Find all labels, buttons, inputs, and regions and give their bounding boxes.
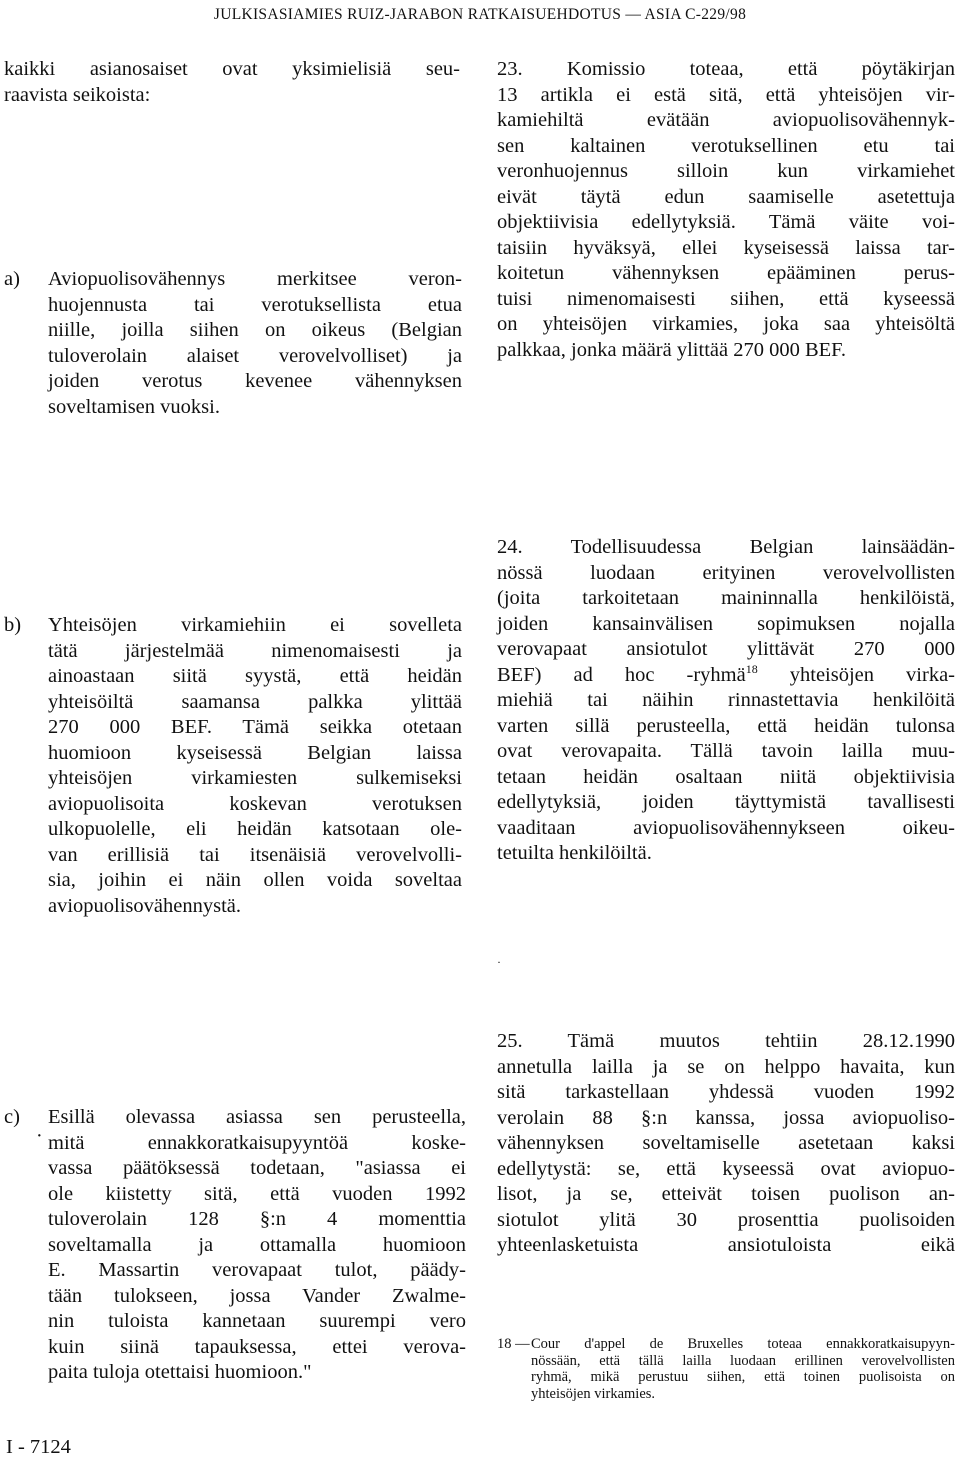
footnote-line: nössään, että tällä lailla luodaan erillinen verovelvollisten [531,1352,955,1369]
text-line: veronhuojennus silloin kun virkamiehet [497,160,955,182]
paragraph-number: 23. [497,58,523,80]
text-line: verovapaat ansiotulot ylittävät 270 000 [497,638,955,660]
list-marker: c) [4,1106,20,1128]
text-line: aviopuolisovähennystä. [48,894,242,917]
text-line: vaaditaan aviopuolisovähennykseen oikeu- [497,816,955,839]
text-line: kaikki asianosaiset ovat yksimielisiä seu- [4,58,460,80]
text-line: van erillisiä tai itsenäisiä verovelvolli- [48,843,462,866]
text-line: tään tulokseen, jossa Vander Zwalme- [48,1284,466,1307]
text-line: tetuilta henkilöiltä. [497,842,652,864]
text-line: yhteenlasketuista ansiotuloista eikä [497,1234,955,1256]
stray-mark: · [36,1125,43,1147]
list-item-b [4,613,462,943]
text-line: huojennusta tai verotuksellista etua [48,293,462,316]
text-line: sen kaltainen verotuksellinen etu tai [497,134,955,157]
text-line: aviopuolisoita koskevan verotuksen [48,792,462,815]
text-line: palkkaa, jonka määrä ylittää 270 000 BEF. [497,338,847,361]
text-line: Yhteisöjen virkamiehiin ei sovelleta [48,614,462,636]
text-line: yhteisöjen virka- [757,663,955,686]
text-line: on yhteisöjen virkamies, joka saa yhteisöltä [497,313,955,335]
text-line: kuin siinä tapauksessa, ettei verova- [48,1335,466,1358]
text-line: tuisi nimenomaisesti siihen, että kyseessä [497,287,955,310]
text-line: tuloverolain 128 §:n 4 momenttia [48,1208,466,1230]
text-line: vassa päätöksessä todetaan, "asiassa ei [48,1157,466,1179]
footnote-number: 18 — [497,1336,530,1352]
text-line: yhteisöiltä saamansa palkka ylittää [48,690,462,713]
text-line: ainoastaan siitä syystä, että heidän [48,665,462,687]
text-line: nössä luodaan erityinen verovelvollisten [497,561,955,584]
text-line: E. Massartin verovapaat tulot, päädy- [48,1259,466,1281]
text-line: paita tuloja otettaisi huomioon." [48,1361,312,1383]
paragraph-25 [497,1029,955,1259]
paragraph-number: 24. [497,536,523,558]
text-line: tätä järjestelmää nimenomaisesti ja [48,639,462,662]
text-line: (joita tarkoitetaan maininnalla henkilöistä, [497,587,955,609]
paragraph-23 [497,57,955,363]
text-line: miehiä tai näihin rinnastettavia henkilöitä [497,689,955,711]
footnote-line: ryhmä, mikä perustuu siihen, että toinen puolisoista on [531,1369,955,1385]
text-line: varten sillä perusteella, että heidän tulonsa [497,714,955,737]
list-marker: b) [4,614,22,636]
text-line: soveltamisen vuoksi. [48,395,220,418]
text-line: eivät täytä edun saamiselle asetettuja [497,185,955,208]
text-line: edellytystä: se, että kyseessä ovat aviopuo- [497,1157,955,1180]
text-line: kamiehiltä evätään aviopuolisovähennyk- [497,109,955,131]
text-line: niille, joilla siihen on oikeus (Belgian [48,319,462,341]
text-line: joiden verotus kevenee vähennyksen [48,370,462,392]
stray-mark: · [497,955,501,969]
text-line: tuloverolain alaiset verovelvolliset) ja [48,344,462,367]
text-line: vähennyksen soveltamiselle asetetaan kaksi [497,1132,955,1154]
page-number: I - 7124 [6,1436,71,1458]
text-line: taisiin hyväksyä, ellei kyseisessä laissa tar- [497,236,955,259]
text-line: yhteisöjen virkamiesten sulkemiseksi [48,767,462,789]
text-line: raavista seikoista: [4,83,151,106]
text-line: lisot, ja se, etteivät toisen puolison an- [497,1183,955,1205]
text-line: Todellisuudessa Belgian lainsäädän- [522,536,955,558]
text-line: 13 artikla ei estä sitä, että yhteisöjen vir- [497,83,955,106]
list-item-c [4,1105,466,1415]
text-line: tetaan heidän osaltaan niitä objektiivisia [497,765,955,788]
text-line: huomioon kyseisessä Belgian laissa [48,741,462,764]
list-item-a [4,267,462,447]
text-line: objektiivisia edellytyksiä. Tämä väite voi- [497,211,955,233]
text-line: annetulla lailla ja se on helppo havaita, kun [497,1055,955,1078]
text-line: ovat verovapaita. Tällä tavoin lailla muu- [497,740,955,762]
text-line: ole kiistetty sitä, että vuoden 1992 [48,1182,466,1205]
paragraph-number: 25. [497,1030,523,1052]
text-line: Esillä olevassa asiassa sen perusteella, [48,1106,466,1128]
footnote-reference[interactable]: 18 [745,661,758,676]
paragraph-24 [497,535,955,867]
text-line: Tämä muutos tehtiin 28.12.1990 [522,1030,955,1052]
intro-paragraph [4,57,460,108]
text-line: nin tuloista kannetaan suurempi vero [48,1310,466,1332]
text-line: soveltamalla ja ottamalla huomioon [48,1233,466,1256]
text-line: siotulot ylitä 30 prosenttia puolisoiden [497,1208,955,1231]
footnote-line: yhteisöjen virkamies. [531,1385,656,1402]
text-line: koitetun vähennyksen epääminen perus- [497,262,955,284]
text-line: joiden kansainvälisen sopimuksen nojalla [497,612,955,635]
running-header: JULKISASIAMIES RUIZ-JARABON RATKAISUEHDOTUS — ASIA C-229/98 [213,6,747,23]
text-line: sitä tarkastellaan yhdessä vuoden 1992 [497,1081,955,1103]
text-line: verolain 88 §:n kanssa, jossa aviopuoliso- [497,1106,955,1129]
text-line: Aviopuolisovähennys merkitsee veron- [48,268,462,290]
text-line: ulkopuolelle, eli heidän katsotaan ole- [48,818,462,840]
footnote-line: Cour d'appel de Bruxelles toteaa ennakkoratkaisupyyn- [531,1336,955,1352]
list-marker: a) [4,268,20,290]
text-line: edellytyksiä, joiden täyttymistä tavallisesti [497,791,955,813]
text-line: Komissio toteaa, että pöytäkirjan [522,58,955,80]
text-line: sia, joihin ei näin ollen voida soveltaa [48,869,462,891]
text-line: BEF) ad hoc -ryhmä [497,663,746,686]
text-line: mitä ennakkoratkaisupyyntöä koske- [48,1131,466,1154]
text-line: 270 000 BEF. Tämä seikka otetaan [48,716,462,738]
